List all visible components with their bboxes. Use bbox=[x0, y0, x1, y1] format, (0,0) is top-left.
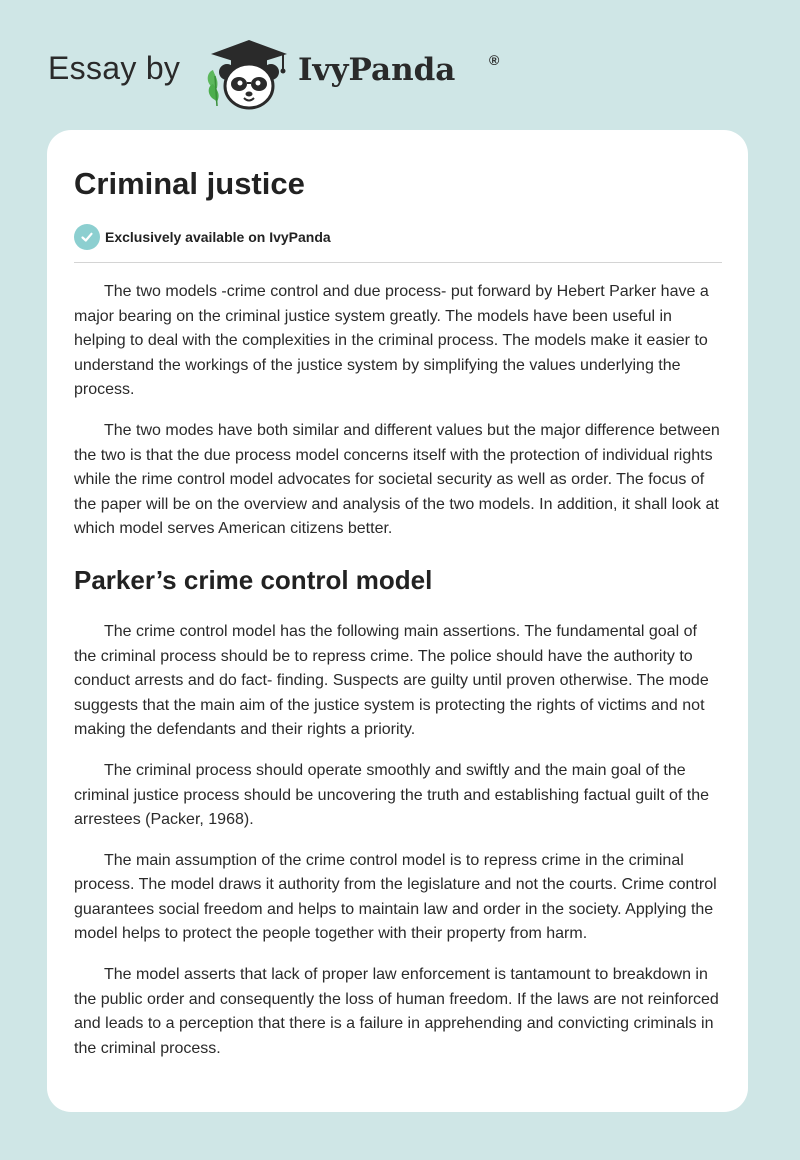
panda-graduate-icon bbox=[203, 36, 295, 112]
exclusive-badge bbox=[74, 224, 722, 250]
essay-card bbox=[47, 130, 748, 1112]
divider bbox=[74, 262, 722, 263]
paragraph: The main assumption of the crime control model is to repress crime in the criminal process. The model draws it authority from the legislature and not the courts. Crime control guarantees social freedom and helps to maintain law and order in the society. Applying the model helps to protect the people together with their property from harm. bbox=[74, 851, 717, 943]
page-title: Criminal justice bbox=[74, 166, 305, 201]
paragraph: The criminal process should operate smoothly and swiftly and the main goal of the criminal justice process should be uncovering the truth and establishing factual guilt of the arrestees (Packer, 1968). bbox=[74, 761, 710, 829]
paragraph: The two models -crime control and due process- put forward by Hebert Parker have a major bearing on the criminal justice system greatly. The models have been useful in helping to deal with the complexities in the criminal process. The models make it easier to understand the workings of the justice system by simplifying the values underlying the process. bbox=[74, 283, 709, 399]
section-heading: Parker’s crime control model bbox=[74, 564, 433, 595]
paragraph: The crime control model has the following main assertions. The fundamental goal of the criminal process should be to repress crime. The police should have the authority to conduct arrests and do fact- finding. Suspects are guilty until proven otherwise. The mode suggests that the main aim of the justice system is protecting the rights of victims and not making the defendants and their rights a priority. bbox=[74, 622, 709, 739]
check-circle-icon bbox=[74, 224, 100, 250]
badge-text: Exclusively available on IvyPanda bbox=[105, 229, 331, 245]
brand-prefix: Essay by bbox=[48, 50, 181, 86]
paragraph: The model asserts that lack of proper law enforcement is tantamount to breakdown in the public order and consequently the loss of human freedom. If the laws are not reinforced and leads to a perception that there is a failure in apprehending and convicting criminals in the criminal process. bbox=[74, 966, 719, 1057]
site-header bbox=[48, 30, 500, 110]
registered-mark: ® bbox=[489, 52, 500, 68]
paragraph: The two modes have both similar and different values but the major difference between the two is that the due process model concerns itself with the protection of individual rights while the rime control model advocates for societal security as well as order. The focus of the paper will be on the overview and analysis of the two models. In addition, it shall look at which model serves American citizens better. bbox=[74, 421, 720, 538]
brand-name: IvyPanda bbox=[298, 52, 456, 88]
essay-content bbox=[74, 280, 722, 1061]
